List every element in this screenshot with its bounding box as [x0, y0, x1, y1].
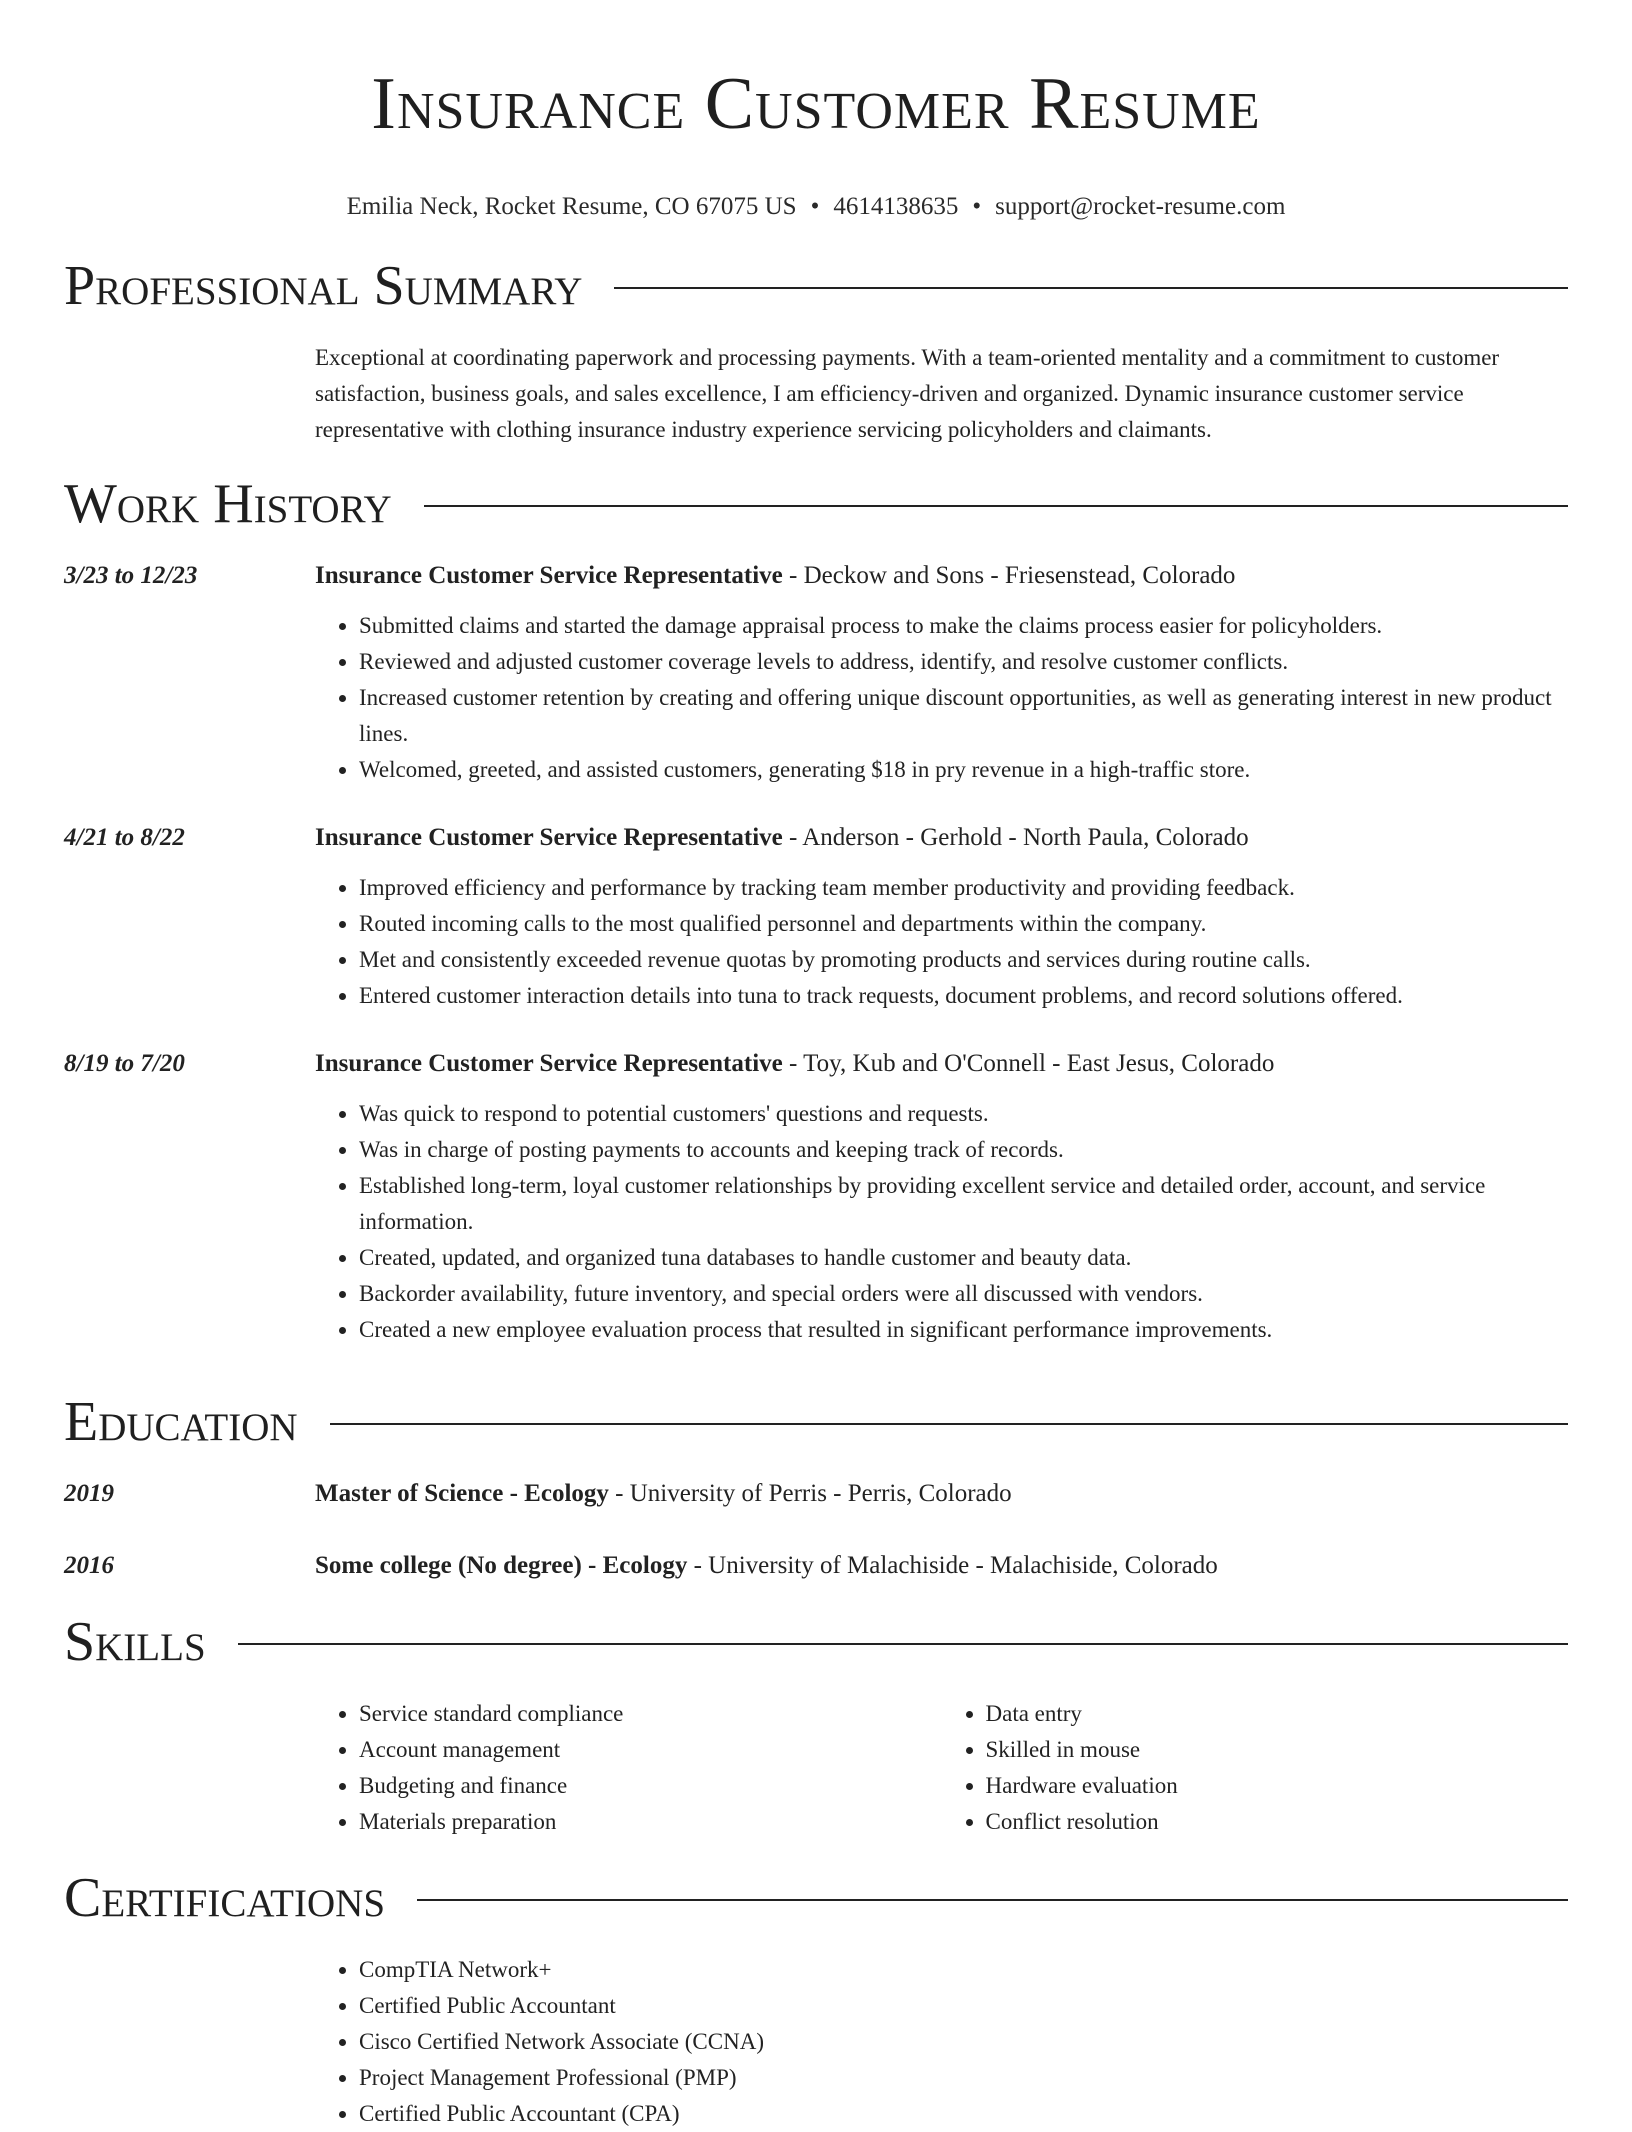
list-item: • Conflict resolution	[986, 1804, 1569, 1840]
job-bullets	[315, 1096, 1568, 1348]
list-item: • Was quick to respond to potential customers' questions and requests.	[359, 1096, 1568, 1132]
education-degree: Master of Science - Ecology	[315, 1480, 609, 1507]
section-header	[64, 254, 1568, 318]
list-item: • Backorder availability, future inventory, and special orders were all discussed with vendors.	[359, 1276, 1568, 1312]
job-bullets	[315, 870, 1568, 1014]
contact-address: Emilia Neck, Rocket Resume, CO 67075 US	[346, 193, 797, 220]
education-year: 2016	[64, 1552, 114, 1579]
job-entry	[64, 820, 1568, 1014]
list-item: • Created, updated, and organized tuna databases to handle customer and beauty data.	[359, 1240, 1568, 1276]
job-details: - Toy, Kub and O'Connell - East Jesus, Colorado	[782, 1050, 1275, 1077]
section-header	[64, 1610, 1568, 1674]
section-work-history	[64, 472, 1568, 1348]
job-title: Insurance Customer Service Representative	[315, 562, 783, 589]
job-entry	[64, 1046, 1568, 1348]
section-certifications	[64, 1866, 1568, 2132]
job-entry	[64, 558, 1568, 788]
list-item: • Welcomed, greeted, and assisted customers, generating $18 in pry revenue in a high-traffic store.	[359, 752, 1568, 788]
list-item: • Cisco Certified Network Associate (CCNA)	[359, 2024, 1568, 2060]
summary-text: Exceptional at coordinating paperwork and processing payments. With a team-oriented mentality and a commitment to customer satisfaction, business goals, and sales excellence, I am efficiency-driven and organized. Dynamic insurance customer service representative with clothing insurance industry experience servicing policyholders and claimants.	[315, 345, 1500, 442]
education-entry	[64, 1476, 1568, 1512]
contact-line	[0, 192, 1632, 222]
list-item: • Materials preparation	[359, 1804, 942, 1840]
list-item: • Increased customer retention by creating and offering unique discount opportunities, as well as generating interest in new product lines.	[359, 680, 1568, 752]
job-heading	[315, 1046, 1274, 1082]
list-item: • Created a new employee evaluation process that resulted in significant performance improvements.	[359, 1312, 1568, 1348]
list-item: • Improved efficiency and performance by tracking team member productivity and providing feedback.	[359, 870, 1568, 906]
list-item: • Established long-term, loyal customer relationships by providing excellent service and detailed order, account, and service information.	[359, 1168, 1568, 1240]
list-item: • Account management	[359, 1732, 942, 1768]
certifications-list	[315, 1952, 1568, 2132]
section-rule	[614, 287, 1568, 289]
list-item: • Project Management Professional (PMP)	[359, 2060, 1568, 2096]
list-item: • Hardware evaluation	[986, 1768, 1569, 1804]
contact-phone: 4614138635	[833, 193, 959, 220]
contact-email: support@rocket-resume.com	[995, 193, 1286, 220]
job-title: Insurance Customer Service Representative	[315, 1050, 783, 1077]
list-item: • Certified Public Accountant	[359, 1988, 1568, 2024]
list-item: • Routed incoming calls to the most qualified personnel and departments within the company.	[359, 906, 1568, 942]
section-rule	[424, 505, 1568, 507]
list-item: • Skilled in mouse	[986, 1732, 1569, 1768]
job-details: - Deckow and Sons - Friesenstead, Colorado	[782, 562, 1236, 589]
section-skills	[64, 1610, 1568, 1840]
list-item: • Service standard compliance	[359, 1696, 942, 1732]
resume-title: Insurance Customer Resume	[371, 63, 1261, 145]
skills-grid	[315, 1696, 1568, 1840]
section-header	[64, 1390, 1568, 1454]
list-item: • Budgeting and finance	[359, 1768, 942, 1804]
separator-dot: •	[810, 193, 820, 220]
section-header	[64, 472, 1568, 536]
job-dates: 3/23 to 12/23	[64, 562, 198, 589]
job-bullets	[315, 608, 1568, 788]
job-dates: 8/19 to 7/20	[64, 1050, 185, 1077]
list-item: • Entered customer interaction details into tuna to track requests, document problems, and record solutions offered.	[359, 978, 1568, 1014]
section-education	[64, 1390, 1568, 1584]
list-item: • Certified Public Accountant (CPA)	[359, 2096, 1568, 2132]
job-title: Insurance Customer Service Representative	[315, 824, 783, 851]
section-heading: Professional Summary	[64, 255, 583, 317]
education-entry	[64, 1548, 1568, 1584]
list-item: • Met and consistently exceeded revenue quotas by promoting products and services during routine calls.	[359, 942, 1568, 978]
list-item: • Was in charge of posting payments to accounts and keeping track of records.	[359, 1132, 1568, 1168]
job-heading	[315, 558, 1235, 594]
section-heading: Education	[64, 1391, 298, 1453]
job-dates: 4/21 to 8/22	[64, 824, 185, 851]
section-rule	[417, 1899, 1568, 1901]
job-details: - Anderson - Gerhold - North Paula, Colorado	[782, 824, 1249, 851]
education-details: - University of Malachiside - Malachiside, Colorado	[687, 1552, 1218, 1579]
section-header	[64, 1866, 1568, 1930]
separator-dot: •	[972, 193, 982, 220]
skills-list-right	[942, 1696, 1569, 1840]
education-year: 2019	[64, 1480, 114, 1507]
section-heading: Skills	[64, 1611, 206, 1673]
education-degree: Some college (No degree) - Ecology	[315, 1552, 688, 1579]
section-rule	[238, 1643, 1568, 1645]
list-item: • CompTIA Network+	[359, 1952, 1568, 1988]
skills-list-left	[315, 1696, 942, 1840]
section-summary	[64, 254, 1568, 448]
section-heading: Certifications	[64, 1867, 386, 1929]
education-details: - University of Perris - Perris, Colorado	[608, 1480, 1012, 1507]
education-heading	[315, 1476, 1012, 1512]
job-heading	[315, 820, 1249, 856]
list-item: • Submitted claims and started the damage appraisal process to make the claims process easier for policyholders.	[359, 608, 1568, 644]
section-heading: Work History	[64, 473, 392, 535]
education-heading	[315, 1548, 1218, 1584]
list-item: • Reviewed and adjusted customer coverage levels to address, identify, and resolve customer conflicts.	[359, 644, 1568, 680]
section-rule	[330, 1423, 1568, 1425]
list-item: • Data entry	[986, 1696, 1569, 1732]
